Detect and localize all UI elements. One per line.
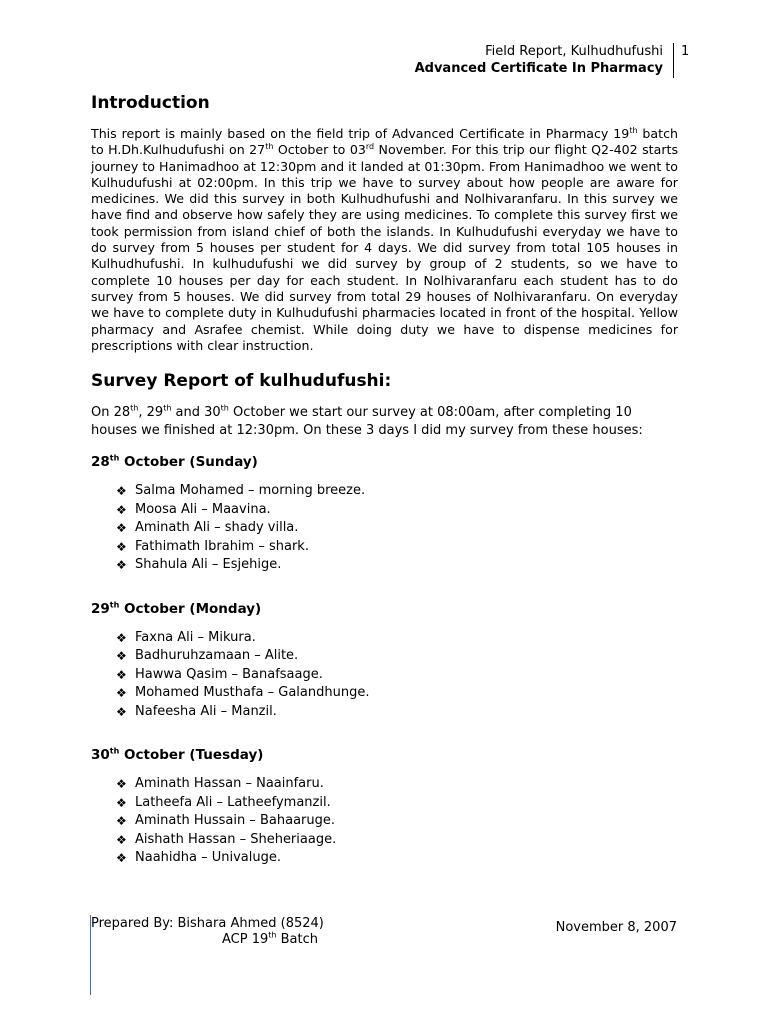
house-entry: Aminath Hussain – Bahaaruge.	[135, 813, 336, 829]
list-item	[116, 831, 678, 850]
day-number: 28	[91, 454, 110, 471]
intro-sup: th	[265, 142, 274, 152]
house-entry: Shahula Ali – Esjehige.	[135, 557, 282, 573]
survey-sup: th	[220, 403, 229, 413]
batch-label	[91, 932, 324, 948]
day-label: October (Monday)	[119, 600, 262, 617]
survey-text-part: and 30	[171, 405, 221, 421]
page-header	[415, 43, 663, 77]
day-label: October (Sunday)	[119, 454, 258, 471]
list-item	[116, 501, 678, 520]
day-sup: th	[109, 453, 120, 463]
list-item	[116, 538, 678, 557]
header-subtitle: Advanced Certificate In Pharmacy	[414, 61, 663, 76]
intro-text-part: October to 03	[273, 142, 366, 158]
house-entry: Nafeesha Ali – Manzil.	[135, 703, 277, 719]
diamond-bullet-icon: ❖	[116, 502, 127, 517]
house-entry: Badhuruhzamaan – Alite.	[135, 648, 299, 664]
list-item	[116, 519, 678, 538]
diamond-bullet-icon: ❖	[116, 686, 127, 701]
introduction-paragraph	[91, 126, 678, 354]
survey-text-part: On 28	[91, 405, 131, 421]
main-content	[91, 90, 678, 868]
day-number: 30	[91, 747, 110, 764]
list-item	[116, 684, 678, 703]
list-item	[116, 812, 678, 831]
footer-date: November 8, 2007	[555, 920, 677, 935]
diamond-bullet-icon: ❖	[116, 832, 127, 847]
diamond-bullet-icon: ❖	[116, 539, 127, 554]
survey-sup: th	[130, 403, 139, 413]
house-entry: Aminath Ali – shady villa.	[135, 520, 299, 536]
day-heading	[91, 745, 678, 765]
list-item	[116, 666, 678, 685]
intro-sup: th	[629, 125, 638, 135]
house-list	[91, 775, 678, 868]
day-heading	[91, 452, 678, 472]
page-footer-author	[91, 916, 324, 948]
survey-text-part: October we start our survey at 08:00am, after completing 10 houses we finished at 12:30pm. On these 3 days I did my survey from these houses:	[91, 405, 643, 439]
house-entry: Aishath Hassan – Sheheriaage.	[135, 831, 337, 847]
house-entry: Moosa Ali – Maavina.	[135, 501, 271, 517]
survey-days	[91, 452, 678, 868]
diamond-bullet-icon: ❖	[116, 521, 127, 536]
house-entry: Naahidha – Univaluge.	[135, 850, 281, 866]
day-sup: th	[109, 746, 120, 756]
house-entry: Hawwa Qasim – Banafsaage.	[135, 666, 323, 682]
diamond-bullet-icon: ❖	[116, 851, 127, 866]
batch-text: Batch	[276, 932, 318, 947]
list-item	[116, 703, 678, 722]
batch-text: ACP 19	[222, 932, 269, 947]
diamond-bullet-icon: ❖	[116, 814, 127, 829]
day-block-30	[91, 745, 678, 868]
diamond-bullet-icon: ❖	[116, 667, 127, 682]
house-list	[91, 629, 678, 722]
day-number: 29	[91, 600, 110, 617]
diamond-bullet-icon: ❖	[116, 630, 127, 645]
prepared-by: Prepared By: Bishara Ahmed (8524)	[91, 916, 324, 931]
diamond-bullet-icon: ❖	[116, 558, 127, 573]
list-item	[116, 629, 678, 648]
list-item	[116, 849, 678, 868]
survey-sup: th	[163, 403, 172, 413]
house-entry: Salma Mohamed – morning breeze.	[135, 483, 366, 499]
house-entry: Fathimath Ibrahim – shark.	[135, 538, 309, 554]
header-title: Field Report, Kulhudhufushi	[485, 44, 663, 59]
diamond-bullet-icon: ❖	[116, 704, 127, 719]
list-item	[116, 794, 678, 813]
list-item	[116, 482, 678, 501]
diamond-bullet-icon: ❖	[116, 777, 127, 792]
day-sup: th	[109, 600, 120, 610]
house-list	[91, 482, 678, 575]
page-number: 1	[673, 43, 689, 78]
survey-intro-paragraph	[91, 404, 678, 440]
batch-sup: th	[268, 930, 277, 940]
house-entry: Latheefa Ali – Latheefymanzil.	[135, 794, 331, 810]
survey-text-part: , 29	[138, 405, 164, 421]
intro-text-part: This report is mainly based on the field trip of Advanced Certificate in Pharmacy 19	[91, 126, 630, 141]
intro-text-part: batch to H.Dh.Kulhudufushi on 27	[91, 126, 678, 158]
introduction-heading: Introduction	[91, 93, 210, 113]
day-block-29	[91, 599, 678, 722]
list-item	[116, 647, 678, 666]
diamond-bullet-icon: ❖	[116, 484, 127, 499]
house-entry: Aminath Hassan – Naainfaru.	[135, 776, 324, 792]
diamond-bullet-icon: ❖	[116, 795, 127, 810]
house-entry: Mohamed Musthafa – Galandhunge.	[135, 685, 370, 701]
house-entry: Faxna Ali – Mikura.	[135, 629, 256, 645]
list-item	[116, 775, 678, 794]
survey-heading: Survey Report of kulhudufushi:	[91, 371, 392, 392]
day-block-28	[91, 452, 678, 575]
intro-text-part: November. For this trip our flight Q2-402 starts journey to Hanimadhoo at 12:30pm and it landed at 01:30pm. From Hanimadhoo we went to Kulhudufushi at 02:00pm. In this trip we have to survey about how people are aware for medicines. We did this survey in both Kulhudhufushi and Nolhivaranfaru. In this survey we have find and observe how safely they are using medicines. To complete this survey first we took permission from island chief of both the islands. In Kulhudufushi everyday we have to do survey from 5 houses per student for 4 days. We did survey from total 105 houses in Kulhudhufushi. In kulhudufushi we did survey by group of 2 students, so we have to complete 10 houses per day for each student. In Nolhivaranfaru each student has to do survey from 5 houses. We did survey from total 29 houses of Nolhivaranfaru. On everyday we have to complete duty in Kulhudufushi pharmacies located in front of the hospital. Yellow pharmacy and Asrafee chemist. While doing duty we have to dispense medicines for prescriptions with clear instruction.	[91, 142, 679, 353]
list-item	[116, 556, 678, 575]
intro-sup: rd	[365, 142, 375, 152]
diamond-bullet-icon: ❖	[116, 649, 127, 664]
day-label: October (Tuesday)	[119, 747, 264, 764]
day-heading	[91, 599, 678, 619]
